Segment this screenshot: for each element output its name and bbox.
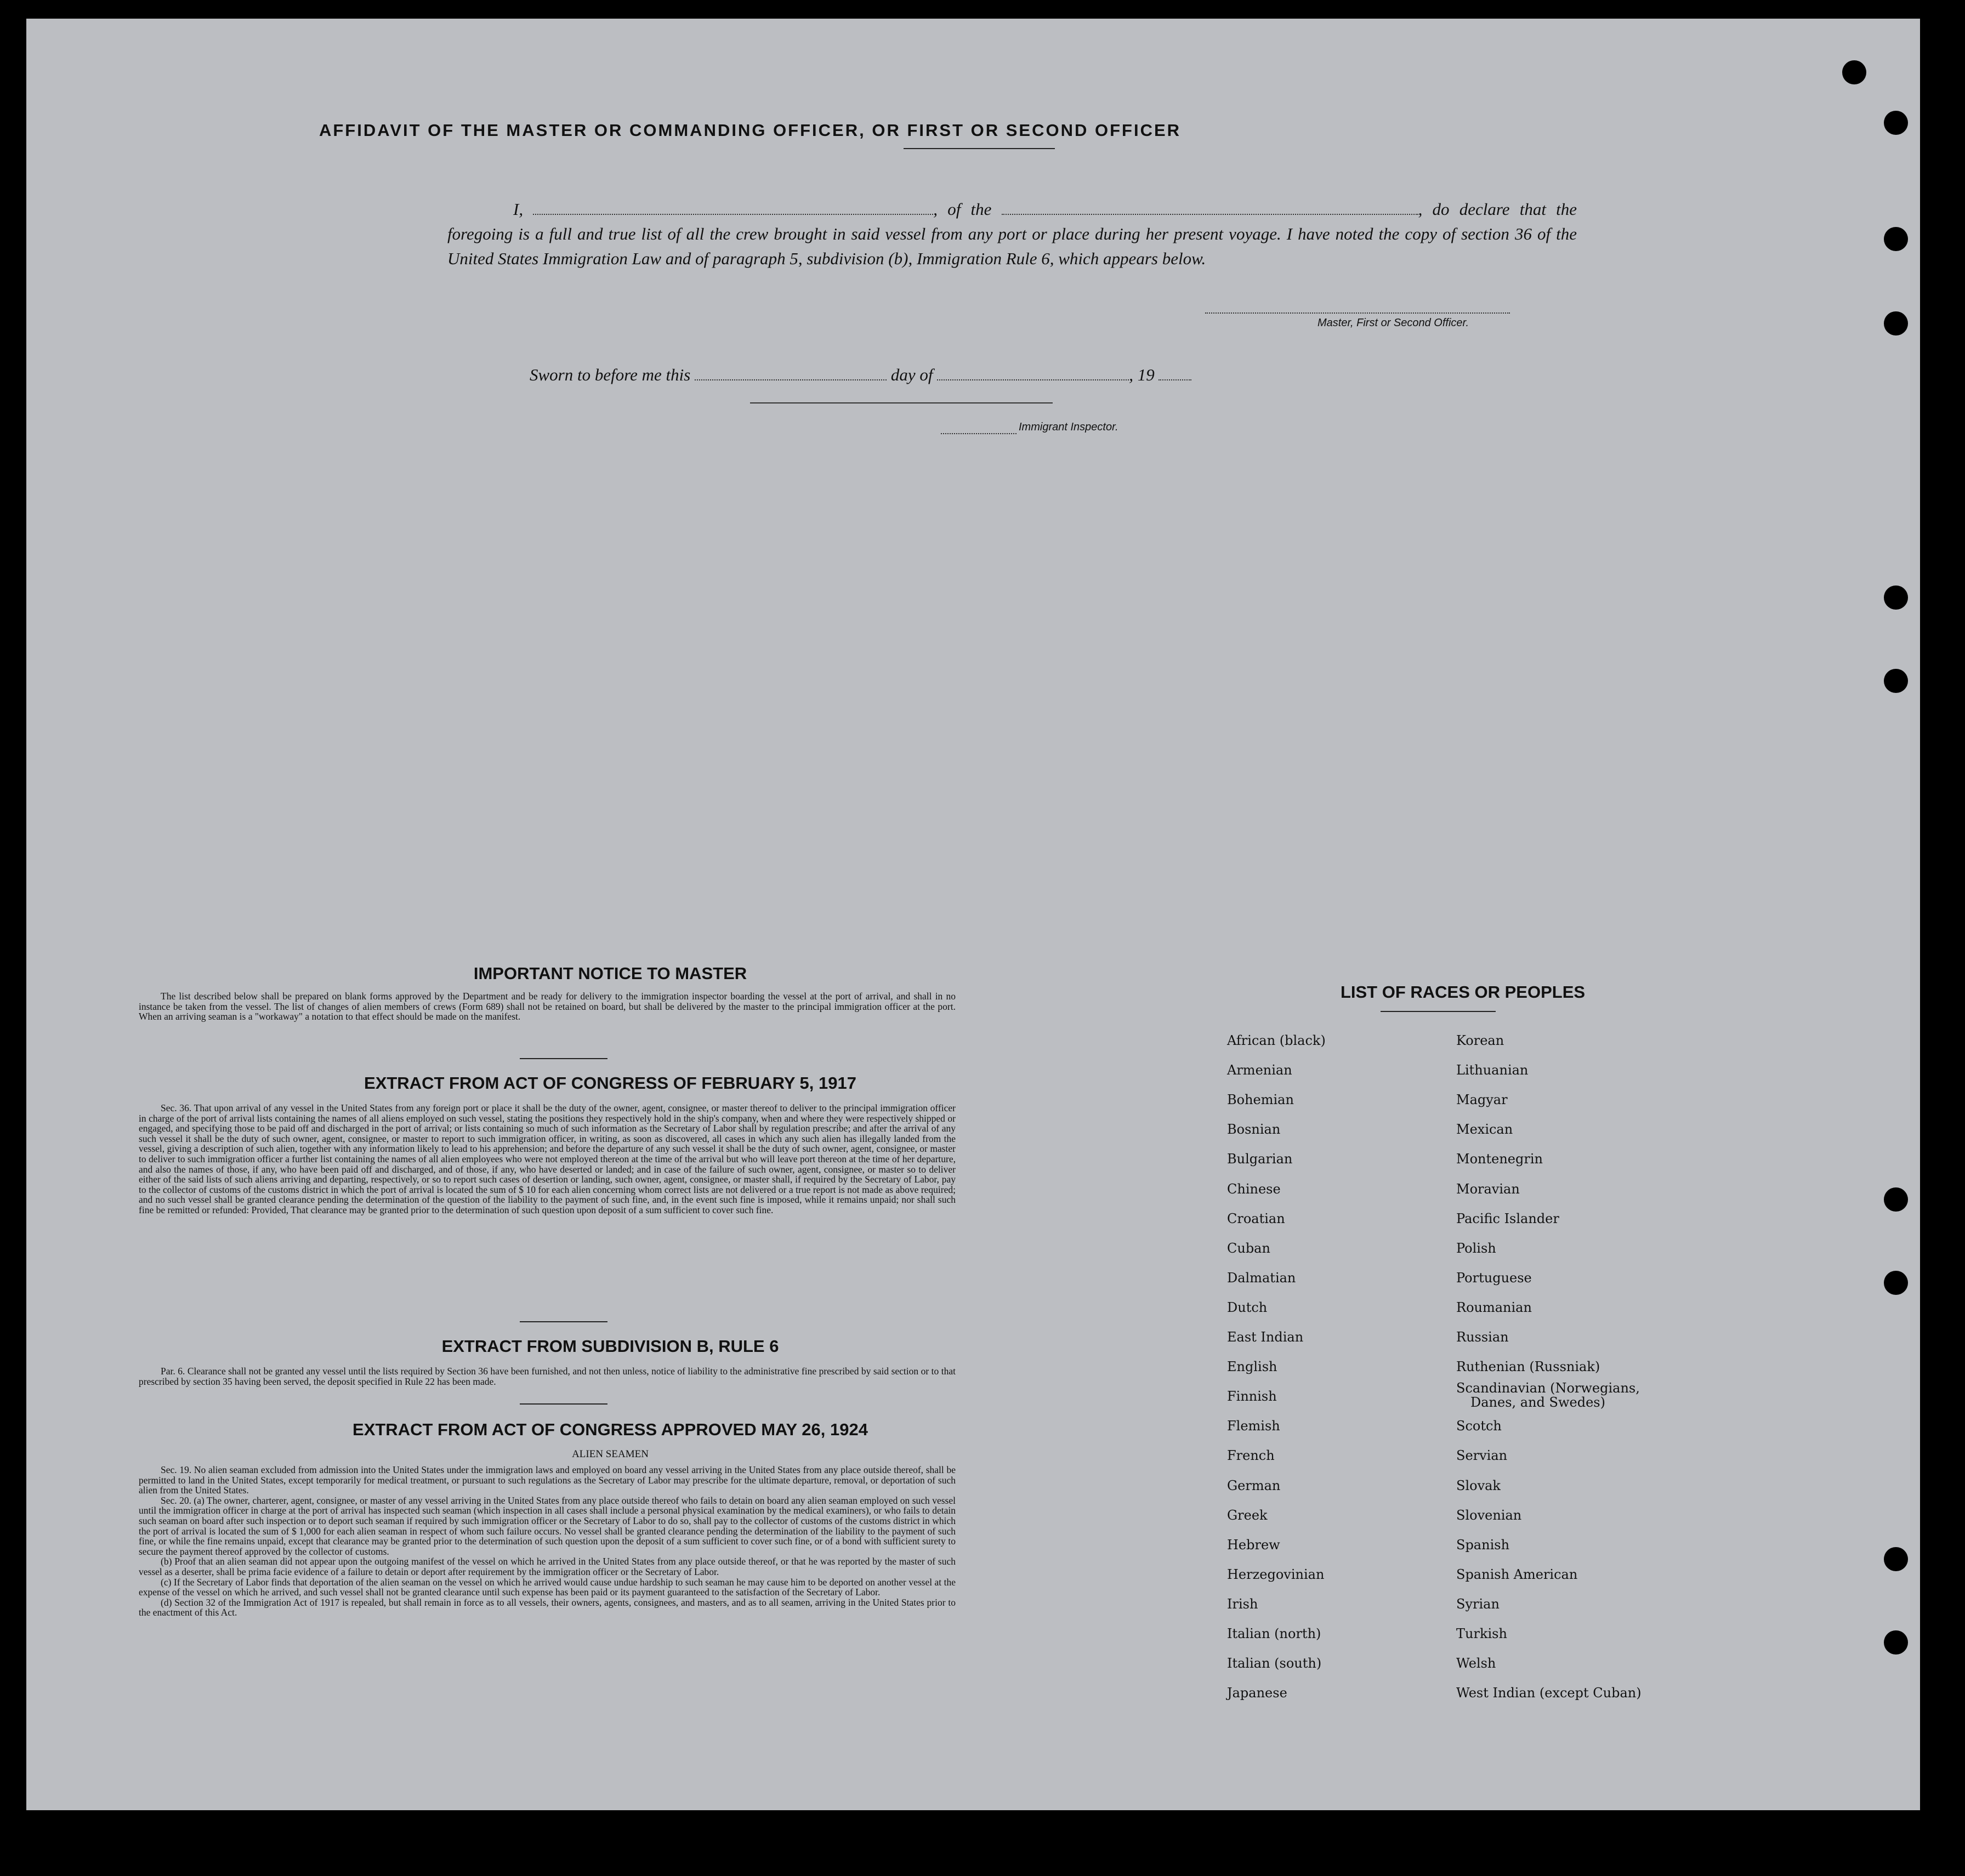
- sec-20b-paragraph: (b) Proof that an alien seaman did not appear upon the outgoing manifest of the vessel on which he arrived in the United States from any place outside thereof, or that he was reported by the master of such vessel as a deserter, shall be prima facie evidence of a failure to detain or deport after requirement by the immigration officer or the Secretary of Labor.: [139, 1556, 956, 1577]
- race-item: Syrian: [1456, 1596, 1500, 1612]
- punch-hole: [1884, 311, 1908, 336]
- race-item: Dalmatian: [1227, 1270, 1296, 1286]
- inspector-signature-line: [750, 402, 1053, 403]
- extract-rule6-text: Par. 6. Clearance shall not be granted any vessel until the lists required by Section 36 have been furnished, and not then unless, notice of liability to the administrative fine prescribed by said section or to that prescribed by section 35 having been served, the deposit specified in Rule 22 has been made.: [139, 1366, 956, 1387]
- master-signature-caption: Master, First or Second Officer.: [1317, 317, 1469, 329]
- race-item: Lithuanian: [1456, 1062, 1529, 1078]
- notice-title: IMPORTANT NOTICE TO MASTER: [473, 964, 747, 983]
- divider-1: [520, 1058, 607, 1059]
- form-sheet: [26, 19, 1920, 1810]
- name-fill-line: [533, 214, 933, 215]
- race-item: Italian (north): [1227, 1626, 1321, 1641]
- race-item: Finnish: [1227, 1389, 1277, 1405]
- extract-1917-title: EXTRACT FROM ACT OF CONGRESS OF FEBRUARY 5, 1917: [364, 1073, 856, 1093]
- race-item: Spanish American: [1456, 1566, 1578, 1582]
- race-item: Italian (south): [1227, 1656, 1322, 1672]
- decl-do-declare-label: , do declare: [1418, 200, 1510, 219]
- race-item: Moravian: [1456, 1181, 1520, 1197]
- punch-hole: [1884, 585, 1908, 610]
- race-item: Croatian: [1227, 1210, 1285, 1226]
- punch-hole: [1884, 227, 1908, 251]
- race-item: Irish: [1227, 1596, 1258, 1612]
- race-item: English: [1227, 1359, 1277, 1375]
- race-item: Welsh: [1456, 1656, 1496, 1672]
- races-title: LIST OF RACES OR PEOPLES: [1340, 982, 1586, 1002]
- punch-hole: [1842, 60, 1866, 84]
- sworn-day-of: day of: [890, 365, 933, 384]
- race-item: Slovak: [1456, 1477, 1501, 1493]
- sworn-prefix: Sworn to before me this: [530, 365, 691, 384]
- race-item: Ruthenian (Russniak): [1456, 1359, 1600, 1375]
- race-item: Greek: [1227, 1507, 1268, 1523]
- vessel-fill-line: [1002, 214, 1418, 215]
- sec-20a-paragraph: Sec. 20. (a) The owner, charterer, agent, consignee, or master of any vessel arriving in the United States from any place outside thereof who fails to detain on board any alien seaman employed on such vessel until the immigration officer in charge at the port of arrival has inspected such seaman (which inspection in all cases shall include a personal physical examination by the medical examiners), or who fails to detain such seaman on board after such inspection or to deport such seaman if required by such immigration officer or the Secretary of Labor to do so, shall pay to the collector of customs of the customs district in which the port of arrival is located the sum of $ 1,000 for each alien seaman in respect of whom such failure occurs. No vessel shall be granted clearance pending the determination of the liability to the payment of such fine, or while the fine remains unpaid, except that clearance may be granted prior to the determination of such question upon the deposit of a sum sufficient to cover such fine, or of a bond with sufficient surety to secure the payment thereof approved by the collector of customs.: [139, 1494, 956, 1557]
- race-item: Bulgarian: [1227, 1151, 1293, 1167]
- race-item: East Indian: [1227, 1329, 1304, 1345]
- decl-of-the-label: , of the: [933, 200, 992, 219]
- extract-rule6-title: EXTRACT FROM SUBDIVISION B, RULE 6: [441, 1337, 779, 1356]
- race-item: Spanish: [1456, 1537, 1510, 1553]
- race-item: Cuban: [1227, 1240, 1270, 1256]
- extract-1917-text: Sec. 36. That upon arrival of any vessel in the United States from any foreign port or place it shall be the duty of the owner, agent, consignee, or master thereof to deliver to the principal immigration officer in charge of the port of arrival lists containing the names of all aliens employed on such vessel, stating the positions they respectively hold in the ship's company, when and where they were respectively shipped or engaged, and specifying those to be paid off and discharged in the port of arrival; or lists containing so much of such information as the Secretary of Labor shall by regulation prescribe; and after the arrival of any such vessel it shall be the duty of such owner, agent, consignee, or master to report to such immigration officer, in writing, as soon as discovered, all cases in which any such alien has illegally landed from the vessel, giving a description of such alien, together with any information likely to lead to his apprehension; and before the departure of any such vessel it shall be the duty of such owner, agent, consignee, or master to deliver to such immigration officer a further list containing the names of all alien employees who were not employed thereon at the time of the arrival but who will leave port thereon at the time of her departure, and also the names of those, if any, who have been paid off and discharged, and of those, if any, who have deserted or landed; and in case of the failure of such owner, agent, consignee, or master so to deliver either of the said lists of such aliens arriving and departing, respectively, or so to report such cases of desertion or landing, such owner, agent, consignee, or master shall, if required by the Secretary of Labor, pay to the collector of customs of the customs district in which the port of arrival is located the sum of $ 10 for each alien concerning whom correct lists are not delivered or a true report is not made as above required; and no such vessel shall be granted clearance pending the determination of the question of the liability to the payment of such fine, and, in the event such fine is imposed, while it remains unpaid; nor shall such fine be remitted or refunded: Provided, That clearance may be granted prior to the determination of such question upon deposit of a sum sufficient to cover such fine.: [139, 1102, 956, 1215]
- race-item: French: [1227, 1448, 1275, 1464]
- sworn-year: , 19: [1129, 365, 1155, 384]
- title-divider: [904, 148, 1055, 149]
- divider-3: [520, 1403, 607, 1405]
- affidavit-title: AFFIDAVIT OF THE MASTER OR COMMANDING OFFICER, OR FIRST OR SECOND OFFICER: [319, 121, 1182, 140]
- race-item: Bohemian: [1227, 1092, 1294, 1108]
- affidavit-declaration: [447, 197, 1577, 271]
- race-item: Korean: [1456, 1033, 1504, 1048]
- race-item: Pacific Islander: [1456, 1210, 1559, 1226]
- race-item: Scandinavian (Norwegians, Danes, and Swedes): [1456, 1380, 1640, 1411]
- race-item: Dutch: [1227, 1299, 1268, 1315]
- race-item: Montenegrin: [1456, 1151, 1543, 1167]
- decl-text: that the foregoing is a full and true list of all the crew brought in said vessel from any port or place during her present voyage. I have noted the copy of section 36 of the United States Immigration Law and of paragraph 5, subdivision (b), Immigration Rule 6, which appears below.: [447, 200, 1577, 268]
- race-item: Armenian: [1227, 1062, 1292, 1078]
- race-item: Japanese: [1227, 1685, 1287, 1701]
- sworn-line: [530, 365, 1191, 385]
- punch-hole: [1884, 1547, 1908, 1571]
- divider-2: [520, 1321, 607, 1322]
- sworn-year-fill: [1158, 366, 1191, 380]
- punch-hole: [1884, 1630, 1908, 1655]
- extract-1924-title: EXTRACT FROM ACT OF CONGRESS APPROVED MAY 26, 1924: [353, 1420, 868, 1439]
- race-item: Scotch: [1456, 1418, 1502, 1434]
- notice-text: The list described below shall be prepared on blank forms approved by the Department and be ready for delivery to the immigration inspector boarding the vessel at the port of arrival, and shall in no instance be taken from the vessel. The list of changes of alien members of crews (Form 689) shall not be retained on board, but shall be delivered by the master to the principal immigration officer at the port. When an arriving seaman is a "workaway" a notation to that effect should be made on the manifest.: [139, 991, 956, 1022]
- race-item: Polish: [1456, 1240, 1496, 1256]
- master-signature-line: [1205, 312, 1510, 314]
- races-divider: [1381, 1011, 1496, 1012]
- decl-i-label: I,: [513, 200, 524, 219]
- race-item: African (black): [1227, 1033, 1326, 1048]
- punch-hole: [1884, 669, 1908, 693]
- extract-1924-text: [139, 1465, 956, 1618]
- extract-1924-subtitle: ALIEN SEAMEN: [572, 1448, 649, 1460]
- race-item: Slovenian: [1456, 1507, 1522, 1523]
- race-item: Mexican: [1456, 1122, 1513, 1138]
- race-item: Roumanian: [1456, 1299, 1532, 1315]
- race-item: German: [1227, 1477, 1281, 1493]
- race-item: Servian: [1456, 1448, 1508, 1464]
- sec-19-paragraph: Sec. 19. No alien seaman excluded from admission into the United States under the immigration laws and employed on board any vessel arriving in the United States from any place outside thereof, shall be permitted to land in the United States, except temporarily for medical treatment, or pursuant to such regulations as the Secretary of Labor may prescribe for the ultimate departure, removal, or deportation of such alien from the United States.: [139, 1464, 956, 1496]
- inspector-caption: Immigrant Inspector.: [1019, 421, 1118, 433]
- sec-20c-paragraph: (c) If the Secretary of Labor finds that deportation of the alien seaman on the vessel on which he arrived would cause undue hardship to such seaman he may cause him to be deported on another vessel at the expense of the vessel on which he arrived, and such vessel shall not be granted clearance until such expense has been paid or its payment guaranteed to the satisfaction of the Secretary of Labor.: [139, 1576, 956, 1598]
- race-item: Flemish: [1227, 1418, 1280, 1434]
- sworn-month-fill: [937, 366, 1129, 380]
- punch-hole: [1884, 1271, 1908, 1295]
- race-item: Chinese: [1227, 1181, 1281, 1197]
- race-item: Portuguese: [1456, 1270, 1532, 1286]
- sworn-day-fill: [695, 366, 887, 380]
- race-item: Magyar: [1456, 1092, 1508, 1108]
- punch-hole: [1884, 1187, 1908, 1212]
- punch-hole: [1884, 111, 1908, 135]
- race-item: Turkish: [1456, 1626, 1507, 1641]
- race-item: West Indian (except Cuban): [1456, 1685, 1642, 1701]
- race-item: Hebrew: [1227, 1537, 1280, 1553]
- race-item: Russian: [1456, 1329, 1509, 1345]
- race-item: Herzegovinian: [1227, 1566, 1325, 1582]
- inspector-dotted-line: [941, 433, 1016, 434]
- race-item: Bosnian: [1227, 1122, 1281, 1138]
- sec-20d-paragraph: (d) Section 32 of the Immigration Act of 1917 is repealed, but shall remain in force as to all vessels, their owners, agents, consignees, and masters, and as to all seamen, arriving in the United States prior to the enactment of this Act.: [139, 1596, 956, 1618]
